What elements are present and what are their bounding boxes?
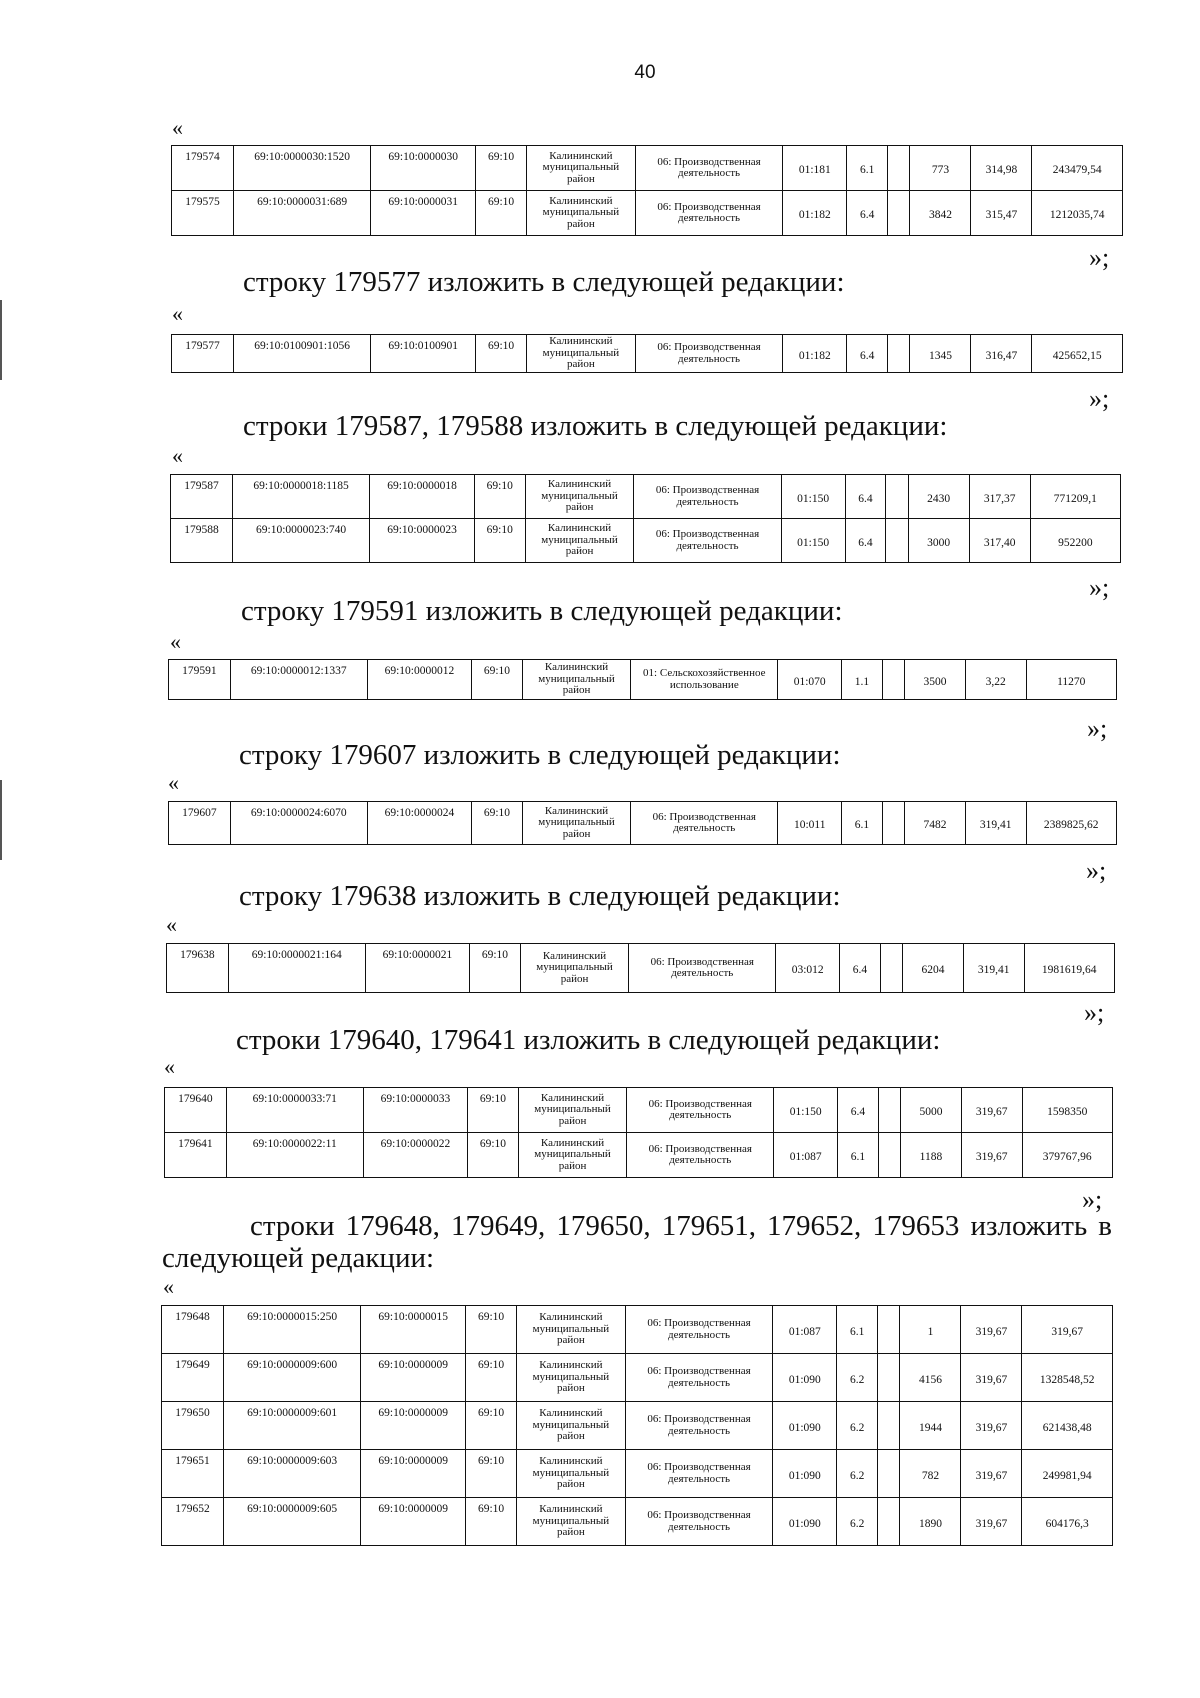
group-cell: 1.1	[842, 660, 883, 700]
group-cell: 6.4	[845, 519, 886, 563]
cadastral-number-cell: 69:10:0000009:601	[224, 1402, 361, 1450]
group-cell: 6.1	[847, 146, 888, 191]
empty-cell	[878, 1133, 900, 1178]
specific-value-cell: 319,67	[961, 1306, 1022, 1354]
district-code-cell: 69:10	[468, 1088, 519, 1133]
table-row	[169, 802, 1117, 845]
empty-cell	[888, 146, 910, 191]
specific-value-cell: 314,98	[971, 146, 1032, 191]
close-quote: »;	[1089, 243, 1110, 272]
district-code-cell: 69:10	[476, 335, 527, 373]
cadastral-quarter-cell: 69:10:0000018	[370, 475, 475, 519]
cadastral-number-cell: 69:10:0000012:1337	[230, 660, 367, 700]
specific-value-cell: 319,67	[961, 1354, 1022, 1402]
land-use-cell: 01: Сельскохозяйственное использование	[631, 660, 778, 700]
specific-value-cell: 319,41	[963, 944, 1024, 993]
row-number-cell: 179651	[162, 1450, 224, 1498]
cadastral-value-cell: 243479,54	[1032, 146, 1123, 191]
land-use-cell: 06: Производственная деятельность	[635, 146, 783, 191]
specific-value-cell: 319,67	[961, 1088, 1022, 1133]
land-use-cell: 06: Производственная деятельность	[625, 1450, 773, 1498]
cadastral-number-cell: 69:10:0100901:1056	[234, 335, 371, 373]
row-number-cell: 179638	[167, 944, 229, 993]
amendment-table	[161, 1305, 1113, 1546]
specific-value-cell: 317,37	[969, 475, 1030, 519]
table-row	[162, 1306, 1113, 1354]
specific-value-cell: 317,40	[969, 519, 1030, 563]
cadastral-value-cell: 379767,96	[1022, 1133, 1112, 1178]
open-quote: «	[164, 1054, 175, 1079]
row-number-cell: 179575	[172, 191, 234, 236]
empty-cell	[888, 335, 910, 373]
cadastral-quarter-cell: 69:10:0000015	[361, 1306, 466, 1354]
area-cell: 1890	[900, 1498, 961, 1546]
empty-cell	[878, 1450, 900, 1498]
cadastral-quarter-cell: 69:10:0000009	[361, 1450, 466, 1498]
code-cell: 10:011	[778, 802, 842, 845]
code-cell: 01:090	[773, 1498, 837, 1546]
code-cell: 01:150	[781, 475, 845, 519]
land-use-cell: 06: Производственная деятельность	[635, 335, 783, 373]
code-cell: 01:090	[773, 1450, 837, 1498]
district-cell: Калининский муниципальный район	[520, 944, 629, 993]
cadastral-number-cell: 69:10:0000023:740	[233, 519, 370, 563]
district-code-cell: 69:10	[472, 802, 523, 845]
area-cell: 7482	[905, 802, 966, 845]
row-number-cell: 179574	[172, 146, 234, 191]
empty-cell	[878, 1088, 900, 1133]
row-number-cell: 179649	[162, 1354, 224, 1402]
district-code-cell: 69:10	[466, 1354, 517, 1402]
cadastral-value-cell: 1328548,52	[1022, 1354, 1113, 1402]
area-cell: 1345	[910, 335, 971, 373]
empty-cell	[878, 1402, 900, 1450]
land-use-cell: 06: Производственная деятельность	[634, 475, 781, 519]
cadastral-quarter-cell: 69:10:0000033	[363, 1088, 467, 1133]
cadastral-value-cell: 1212035,74	[1032, 191, 1123, 236]
amendment-table	[164, 1087, 1113, 1178]
code-cell: 01:087	[774, 1133, 838, 1178]
area-cell: 6204	[903, 944, 964, 993]
area-cell: 4156	[900, 1354, 961, 1402]
cadastral-value-cell: 604176,3	[1022, 1498, 1113, 1546]
cadastral-value-cell: 425652,15	[1032, 335, 1123, 373]
cadastral-value-cell: 771209,1	[1030, 475, 1120, 519]
district-code-cell: 69:10	[466, 1450, 517, 1498]
land-use-cell: 06: Производственная деятельность	[625, 1402, 773, 1450]
table-row	[162, 1402, 1113, 1450]
amendment-table	[168, 801, 1117, 845]
empty-cell	[878, 1306, 900, 1354]
open-quote: «	[172, 115, 183, 140]
group-cell: 6.1	[838, 1133, 879, 1178]
section-heading: строку 179577 изложить в следующей редакции:	[243, 266, 845, 298]
close-quote: »;	[1086, 856, 1107, 885]
code-cell: 01:182	[783, 335, 847, 373]
land-use-cell: 06: Производственная деятельность	[627, 1133, 774, 1178]
table-row	[162, 1450, 1113, 1498]
land-use-cell: 06: Производственная деятельность	[625, 1306, 773, 1354]
specific-value-cell: 319,67	[961, 1498, 1022, 1546]
amendment-table	[166, 943, 1115, 993]
district-cell: Калининский муниципальный район	[516, 1354, 625, 1402]
open-quote: «	[170, 629, 181, 654]
specific-value-cell: 315,47	[971, 191, 1032, 236]
district-code-cell: 69:10	[476, 146, 527, 191]
specific-value-cell: 3,22	[965, 660, 1026, 700]
cadastral-quarter-cell: 69:10:0000030	[371, 146, 476, 191]
cadastral-number-cell: 69:10:0000009:603	[224, 1450, 361, 1498]
cadastral-value-cell: 11270	[1026, 660, 1116, 700]
row-number-cell: 179641	[165, 1133, 227, 1178]
land-use-cell: 06: Производственная деятельность	[629, 944, 776, 993]
group-cell: 6.1	[837, 1306, 878, 1354]
district-code-cell: 69:10	[474, 475, 525, 519]
group-cell: 6.4	[847, 191, 888, 236]
open-quote: «	[163, 1274, 174, 1299]
section-heading: строку 179607 изложить в следующей редакции:	[239, 739, 841, 771]
district-cell: Калининский муниципальный район	[516, 1498, 625, 1546]
table-row	[171, 475, 1121, 519]
district-code-cell: 69:10	[472, 660, 523, 700]
area-cell: 3000	[908, 519, 969, 563]
cadastral-number-cell: 69:10:0000033:71	[226, 1088, 363, 1133]
area-cell: 782	[900, 1450, 961, 1498]
group-cell: 6.4	[845, 475, 886, 519]
area-cell: 1188	[901, 1133, 962, 1178]
area-cell: 2430	[908, 475, 969, 519]
cadastral-value-cell: 249981,94	[1022, 1450, 1113, 1498]
empty-cell	[886, 475, 908, 519]
group-cell: 6.4	[838, 1088, 879, 1133]
specific-value-cell: 319,41	[965, 802, 1026, 845]
code-cell: 01:090	[773, 1354, 837, 1402]
cadastral-value-cell: 1598350	[1022, 1088, 1112, 1133]
cadastral-number-cell: 69:10:0000024:6070	[230, 802, 367, 845]
specific-value-cell: 319,67	[961, 1133, 1022, 1178]
cadastral-value-cell: 952200	[1030, 519, 1120, 563]
cadastral-quarter-cell: 69:10:0000023	[370, 519, 475, 563]
close-quote: »;	[1084, 998, 1105, 1027]
empty-cell	[886, 519, 908, 563]
cadastral-quarter-cell: 69:10:0000022	[363, 1133, 467, 1178]
open-quote: «	[172, 443, 183, 468]
close-quote: »;	[1087, 714, 1108, 743]
district-code-cell: 69:10	[468, 1133, 519, 1178]
land-use-cell: 06: Производственная деятельность	[631, 802, 778, 845]
district-cell: Калининский муниципальный район	[516, 1402, 625, 1450]
section-heading	[162, 1210, 1112, 1274]
table-row	[165, 1133, 1113, 1178]
cadastral-value-cell: 319,67	[1022, 1306, 1113, 1354]
table-row	[172, 335, 1123, 373]
district-cell: Калининский муниципальный район	[518, 1133, 627, 1178]
cadastral-value-cell: 1981619,64	[1024, 944, 1114, 993]
specific-value-cell: 319,67	[961, 1402, 1022, 1450]
district-cell: Калининский муниципальный район	[518, 1088, 627, 1133]
open-quote: «	[172, 301, 183, 326]
scan-edge-mark	[0, 300, 2, 380]
cadastral-value-cell: 621438,48	[1022, 1402, 1113, 1450]
empty-cell	[878, 1498, 900, 1546]
scan-edge-mark	[0, 780, 2, 860]
cadastral-number-cell: 69:10:0000009:605	[224, 1498, 361, 1546]
open-quote: «	[168, 770, 179, 795]
row-number-cell: 179650	[162, 1402, 224, 1450]
district-cell: Калининский муниципальный район	[516, 1450, 625, 1498]
area-cell: 1944	[900, 1402, 961, 1450]
area-cell: 773	[910, 146, 971, 191]
cadastral-quarter-cell: 69:10:0000031	[371, 191, 476, 236]
cadastral-number-cell: 69:10:0000015:250	[224, 1306, 361, 1354]
empty-cell	[888, 191, 910, 236]
amendment-table	[171, 334, 1123, 373]
amendment-table	[171, 145, 1123, 236]
cadastral-value-cell: 2389825,62	[1026, 802, 1116, 845]
cadastral-number-cell: 69:10:0000022:11	[226, 1133, 363, 1178]
land-use-cell: 06: Производственная деятельность	[625, 1498, 773, 1546]
cadastral-quarter-cell: 69:10:0100901	[371, 335, 476, 373]
table-row	[172, 146, 1123, 191]
district-code-cell: 69:10	[476, 191, 527, 236]
row-number-cell: 179648	[162, 1306, 224, 1354]
cadastral-quarter-cell: 69:10:0000009	[361, 1354, 466, 1402]
section-heading-line: строки 179648, 179649, 179650, 179651, 179652, 179653 изложить в	[250, 1210, 1112, 1242]
table-row	[169, 660, 1117, 700]
amendment-table	[168, 659, 1117, 700]
area-cell: 1	[900, 1306, 961, 1354]
empty-cell	[882, 660, 904, 700]
district-code-cell: 69:10	[466, 1402, 517, 1450]
district-cell: Калининский муниципальный район	[525, 475, 634, 519]
section-heading-line: следующей редакции:	[162, 1242, 435, 1274]
specific-value-cell: 316,47	[971, 335, 1032, 373]
land-use-cell: 06: Производственная деятельность	[634, 519, 781, 563]
cadastral-number-cell: 69:10:0000021:164	[228, 944, 365, 993]
group-cell: 6.2	[837, 1450, 878, 1498]
group-cell: 6.4	[847, 335, 888, 373]
section-heading: строку 179638 изложить в следующей редакции:	[239, 880, 841, 912]
row-number-cell: 179591	[169, 660, 231, 700]
empty-cell	[880, 944, 902, 993]
cadastral-number-cell: 69:10:0000009:600	[224, 1354, 361, 1402]
section-heading: строку 179591 изложить в следующей редакции:	[241, 595, 843, 627]
table-row	[167, 944, 1115, 993]
cadastral-quarter-cell: 69:10:0000009	[361, 1498, 466, 1546]
code-cell: 01:181	[783, 146, 847, 191]
cadastral-quarter-cell: 69:10:0000009	[361, 1402, 466, 1450]
cadastral-quarter-cell: 69:10:0000012	[367, 660, 471, 700]
district-cell: Калининский муниципальный район	[526, 146, 635, 191]
cadastral-number-cell: 69:10:0000018:1185	[233, 475, 370, 519]
amendment-table	[170, 474, 1121, 563]
district-cell: Калининский муниципальный район	[522, 660, 631, 700]
code-cell: 01:150	[781, 519, 845, 563]
group-cell: 6.2	[837, 1354, 878, 1402]
code-cell: 01:087	[773, 1306, 837, 1354]
land-use-cell: 06: Производственная деятельность	[635, 191, 783, 236]
code-cell: 01:150	[774, 1088, 838, 1133]
row-number-cell: 179587	[171, 475, 233, 519]
section-heading: строки 179587, 179588 изложить в следующей редакции:	[243, 410, 948, 442]
row-number-cell: 179577	[172, 335, 234, 373]
district-cell: Калининский муниципальный район	[526, 335, 635, 373]
open-quote: «	[166, 912, 177, 937]
page-number: 40	[634, 62, 656, 83]
district-code-cell: 69:10	[470, 944, 521, 993]
group-cell: 6.2	[837, 1402, 878, 1450]
row-number-cell: 179588	[171, 519, 233, 563]
cadastral-quarter-cell: 69:10:0000021	[365, 944, 469, 993]
district-code-cell: 69:10	[466, 1498, 517, 1546]
table-row	[162, 1354, 1113, 1402]
group-cell: 6.2	[837, 1498, 878, 1546]
area-cell: 5000	[901, 1088, 962, 1133]
cadastral-number-cell: 69:10:0000031:689	[234, 191, 371, 236]
land-use-cell: 06: Производственная деятельность	[625, 1354, 773, 1402]
table-row	[165, 1088, 1113, 1133]
district-cell: Калининский муниципальный район	[526, 191, 635, 236]
section-heading: строки 179640, 179641 изложить в следующей редакции:	[236, 1024, 941, 1056]
district-cell: Калининский муниципальный район	[516, 1306, 625, 1354]
area-cell: 3842	[910, 191, 971, 236]
cadastral-number-cell: 69:10:0000030:1520	[234, 146, 371, 191]
district-cell: Калининский муниципальный район	[525, 519, 634, 563]
table-row	[171, 519, 1121, 563]
code-cell: 01:090	[773, 1402, 837, 1450]
area-cell: 3500	[905, 660, 966, 700]
close-quote: »;	[1082, 1185, 1103, 1214]
row-number-cell: 179607	[169, 802, 231, 845]
code-cell: 03:012	[776, 944, 840, 993]
code-cell: 01:182	[783, 191, 847, 236]
empty-cell	[878, 1354, 900, 1402]
row-number-cell: 179640	[165, 1088, 227, 1133]
empty-cell	[882, 802, 904, 845]
close-quote: »;	[1089, 573, 1110, 602]
district-code-cell: 69:10	[474, 519, 525, 563]
district-cell: Калининский муниципальный район	[522, 802, 631, 845]
specific-value-cell: 319,67	[961, 1450, 1022, 1498]
district-code-cell: 69:10	[466, 1306, 517, 1354]
cadastral-quarter-cell: 69:10:0000024	[367, 802, 471, 845]
table-row	[172, 191, 1123, 236]
land-use-cell: 06: Производственная деятельность	[627, 1088, 774, 1133]
close-quote: »;	[1089, 384, 1110, 413]
group-cell: 6.1	[842, 802, 883, 845]
code-cell: 01:070	[778, 660, 842, 700]
group-cell: 6.4	[840, 944, 881, 993]
row-number-cell: 179652	[162, 1498, 224, 1546]
table-row	[162, 1498, 1113, 1546]
